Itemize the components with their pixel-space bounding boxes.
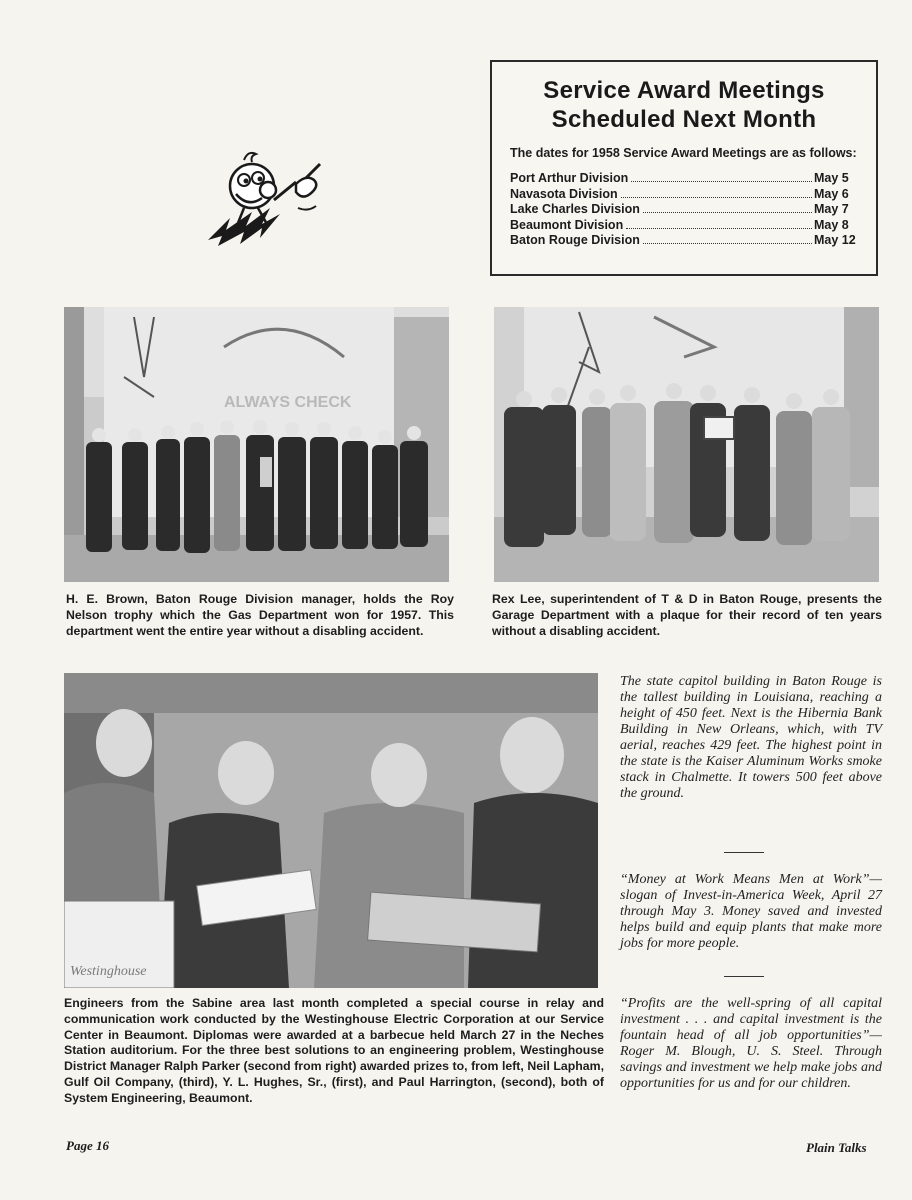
photo-westinghouse-prize-winners (64, 673, 598, 988)
page-number: Page 16 (66, 1138, 109, 1153)
photo-garage-department-plaque (494, 307, 879, 582)
meeting-date: May 6 (814, 186, 849, 201)
division-name: Port Arthur Division (510, 171, 629, 185)
meeting-date: May 7 (814, 202, 849, 217)
photo-gas-department-group (64, 307, 449, 582)
meeting-date: May 12 (814, 233, 856, 248)
leader-dots (643, 243, 812, 244)
schedule-row (510, 202, 860, 218)
sidebar-divider (724, 976, 764, 977)
leader-dots (621, 197, 812, 198)
caption-photo-1: H. E. Brown, Baton Rouge Division manager, holds the Roy Nelson trophy which the Gas Department won for 1957. This department went the entire year without a disabling accident. (66, 592, 454, 638)
schedule-title (492, 76, 876, 134)
meeting-date: May 8 (814, 217, 849, 232)
box-label-text: Westinghouse (70, 964, 147, 979)
schedule-row (510, 171, 860, 187)
service-award-schedule-box (490, 60, 878, 276)
mascot-icon (200, 148, 335, 248)
sidebar-fact-capitol: The state capitol building in Baton Rouge is the tallest building in Louisiana, reaching a height of 450 feet. Next is the Hibernia Bank Building in New Orleans, which, with TV aerial, reaches 429 feet. The highest point in the state is the Kaiser Aluminum Works smoke stack in Chalmette. It towers 500 feet above the ground. (620, 674, 882, 801)
caption-photo-2: Rex Lee, superintendent of T & D in Baton Rouge, presents the Garage Department with a plaque for their record of ten years without a disabling accident. (492, 592, 882, 638)
schedule-list (510, 171, 860, 249)
caption-photo-3: Engineers from the Sabine area last month completed a special course in relay and communication work conducted by the Westinghouse Electric Corporation at our Service Center in Beaumont. Diplomas were awarded at a barbecue held March 27 in the Neches Station auditorium. For the three best solutions to an engineering problem, Westinghouse District Manager Ralph Parker (second from right) awarded prizes to, from left, Neil Lapham, Gulf Oil Company, (third), Y. L. Hughes, Sr., (first), and Paul Harrington, (second), both of System Engineering, Beaumont. (64, 996, 604, 1105)
publication-name: Plain Talks (806, 1140, 867, 1155)
leader-dots (631, 181, 812, 182)
sidebar-divider (724, 852, 764, 853)
schedule-row (510, 187, 860, 203)
division-name: Baton Rouge Division (510, 233, 640, 248)
division-name: Beaumont Division (510, 217, 624, 232)
division-name: Lake Charles Division (510, 202, 640, 217)
schedule-row (510, 233, 860, 249)
leader-dots (643, 212, 812, 213)
sidebar-invest-slogan: “Money at Work Means Men at Work”—slogan of Invest-in-America Week, April 27 through May 3. Money saved and invested helps build and equip plants that make more jobs for more people. (620, 872, 882, 951)
schedule-row (510, 218, 860, 234)
meeting-date: May 5 (814, 171, 849, 185)
leader-dots (626, 228, 812, 229)
schedule-title-line1: Service Award Meetings (543, 77, 825, 104)
reddy-kilowatt-mascot (200, 148, 335, 248)
schedule-title-line2: Scheduled Next Month (551, 106, 817, 133)
sidebar-profits-quote: “Profits are the well-spring of all capital investment . . . and capital investment is the fountain head of all job opportunities”—Roger M. Blough, U. S. Steel. Through savings and investment we help make jobs and opportunities for us and for our children. (620, 996, 882, 1091)
schedule-intro: The dates for 1958 Service Award Meetings are as follows: (510, 146, 857, 160)
sign-text: ALWAYS CHECK (224, 394, 352, 411)
division-name: Navasota Division (510, 186, 618, 201)
